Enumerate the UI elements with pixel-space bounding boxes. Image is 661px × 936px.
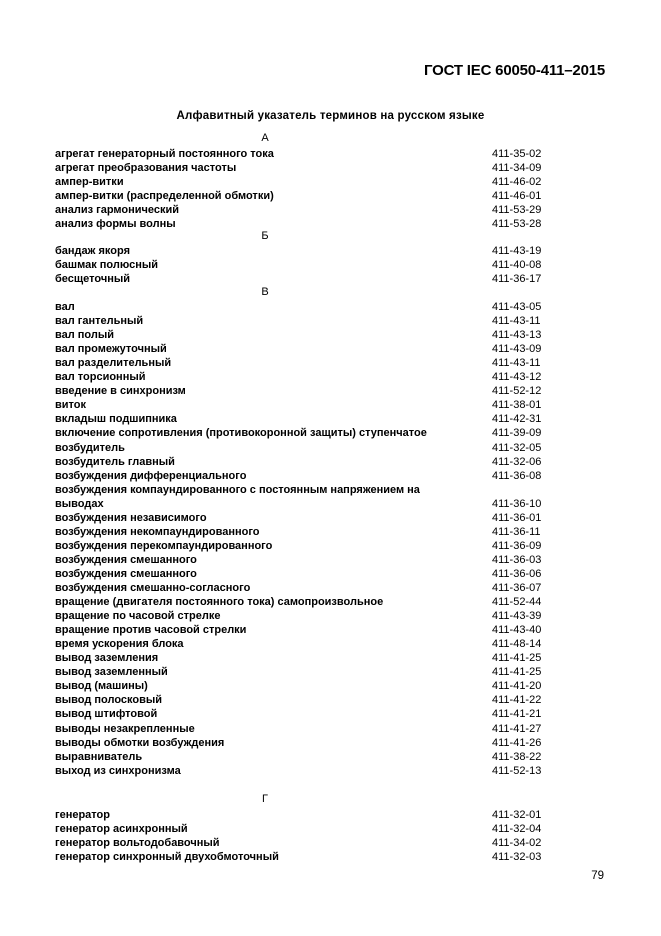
entry-term: вывод штифтовой (55, 708, 158, 721)
section-letter: А (261, 132, 269, 144)
entry-code: 411-43-12 (492, 371, 542, 384)
entry-term: бандаж якоря (55, 245, 131, 257)
entry-term: время ускорения блока (55, 638, 184, 651)
entry-term: агрегат преобразования частоты (55, 162, 237, 175)
entry-term: вывод полосковый (55, 694, 163, 707)
entry-code: 411-39-09 (492, 427, 542, 440)
entry-term: ампер-витки (распределенной обмотки) (55, 190, 274, 203)
entry-term: возбуждения смешанного (55, 553, 197, 566)
entry-term-continuation: выводах (55, 497, 104, 510)
entry-code: 411-46-02 (492, 176, 542, 189)
entry-term: возбудитель (55, 441, 125, 454)
entry-code: 411-53-29 (492, 204, 542, 217)
entry-code: 411-41-21 (492, 708, 542, 721)
entry-code: 411-52-13 (492, 764, 542, 777)
entry-term: выводы незакрепленные (55, 722, 195, 735)
entry-code: 411-40-08 (492, 259, 542, 272)
entry-term: вращение против часовой стрелки (55, 624, 247, 637)
entry-term: виток (55, 399, 86, 412)
entry-term: вал (55, 301, 75, 313)
entry-code: 411-32-06 (492, 455, 542, 468)
entry-term: вывод (машины) (55, 680, 148, 693)
entry-term: вал полый (55, 329, 115, 342)
entry-term: возбуждения дифференциального (55, 469, 247, 482)
entry-code: 411-36-09 (492, 539, 542, 552)
entry-code: 411-43-05 (492, 301, 542, 313)
entry-code: 411-52-44 (492, 596, 542, 609)
entry-term: выводы обмотки возбуждения (55, 736, 225, 749)
entry-code: 411-53-28 (492, 218, 542, 231)
entry-code: 411-32-04 (492, 823, 542, 836)
entry-code: 411-42-31 (492, 413, 542, 426)
entry-code: 411-32-03 (492, 851, 542, 864)
entry-code: 411-52-12 (492, 385, 542, 398)
entry-code: 411-32-01 (492, 809, 542, 821)
entry-term: вывод заземленный (55, 666, 168, 679)
entry-code: 411-36-01 (492, 511, 542, 524)
entry-term: включение сопротивления (противокоронной защиты) ступенчатое (55, 427, 427, 440)
entry-code: 411-43-19 (492, 245, 542, 257)
section-letter: В (261, 286, 269, 298)
entry-term: вращение по часовой стрелке (55, 610, 221, 623)
entry-term: введение в синхронизм (55, 385, 186, 398)
page-number: 79 (591, 870, 604, 882)
entry-term: возбуждения независимого (55, 511, 207, 524)
entry-term: генератор асинхронный (55, 823, 188, 836)
section-letter: Б (261, 230, 269, 242)
entry-code: 411-38-22 (492, 750, 542, 763)
entry-term: выход из синхронизма (55, 764, 181, 777)
entry-term: вал торсионный (55, 371, 146, 384)
document-header: ГОСТ IEC 60050-411–2015 (424, 62, 605, 79)
entry-code: 411-34-09 (492, 162, 542, 175)
entry-code: 411-36-10 (492, 497, 542, 510)
entry-code: 411-43-09 (492, 343, 542, 356)
entry-code: 411-48-14 (492, 638, 542, 651)
entry-term: вывод заземления (55, 652, 159, 665)
entry-code: 411-41-20 (492, 680, 542, 693)
entry-term: возбуждения смешанного (55, 567, 197, 580)
entry-term: генератор синхронный двухобмоточный (55, 851, 279, 864)
entry-code: 411-43-13 (492, 329, 542, 342)
entry-code: 411-41-22 (492, 694, 542, 707)
entry-term: анализ гармонический (55, 204, 180, 217)
entry-code: 411-36-11 (492, 525, 541, 538)
entry-term: генератор (55, 809, 110, 821)
entry-term: вкладыш подшипника (55, 413, 177, 426)
entry-term: возбуждения некомпаундированного (55, 525, 260, 538)
entry-code: 411-34-02 (492, 837, 542, 850)
entry-term: вал промежуточный (55, 343, 167, 356)
entry-term: вал гантельный (55, 315, 144, 328)
entry-term: анализ формы волны (55, 218, 176, 231)
entry-code: 411-36-07 (492, 582, 542, 594)
entry-term: возбудитель главный (55, 455, 175, 468)
entry-code: 411-36-17 (492, 273, 542, 286)
entry-code: 411-43-11 (492, 315, 541, 328)
entry-code: 411-41-26 (492, 736, 542, 749)
entry-code: 411-41-25 (492, 666, 542, 679)
entry-code: 411-36-06 (492, 567, 542, 580)
entry-term: генератор вольтодобавочный (55, 837, 220, 850)
entry-code: 411-36-08 (492, 469, 542, 482)
entry-term: башмак полюсный (55, 259, 158, 272)
entry-code: 411-41-25 (492, 652, 542, 665)
entry-code: 411-46-01 (492, 190, 542, 203)
entry-code: 411-38-01 (492, 399, 542, 412)
entry-code: 411-36-03 (492, 553, 542, 566)
entry-term: вал разделительный (55, 357, 172, 370)
entry-code: 411-43-39 (492, 610, 542, 623)
entry-term: возбуждения перекомпаундированного (55, 539, 273, 552)
entry-code: 411-43-11 (492, 357, 541, 370)
section-letter: Г (262, 793, 268, 805)
index-title: Алфавитный указатель терминов на русском языке (176, 110, 485, 122)
entry-term: вращение (двигателя постоянного тока) самопроизвольное (55, 596, 384, 609)
entry-term: возбуждения смешанно-согласного (55, 582, 251, 594)
entry-term: бесщеточный (55, 273, 131, 286)
entry-term: возбуждения компаундированного с постоянным напряжением на (55, 483, 420, 496)
entry-code: 411-43-40 (492, 624, 542, 637)
entry-code: 411-32-05 (492, 441, 542, 454)
entry-code: 411-41-27 (492, 722, 542, 735)
entry-term: агрегат генераторный постоянного тока (55, 148, 274, 160)
entry-term: выравниватель (55, 750, 143, 763)
entry-term: ампер-витки (55, 176, 124, 189)
entry-code: 411-35-02 (492, 148, 542, 160)
